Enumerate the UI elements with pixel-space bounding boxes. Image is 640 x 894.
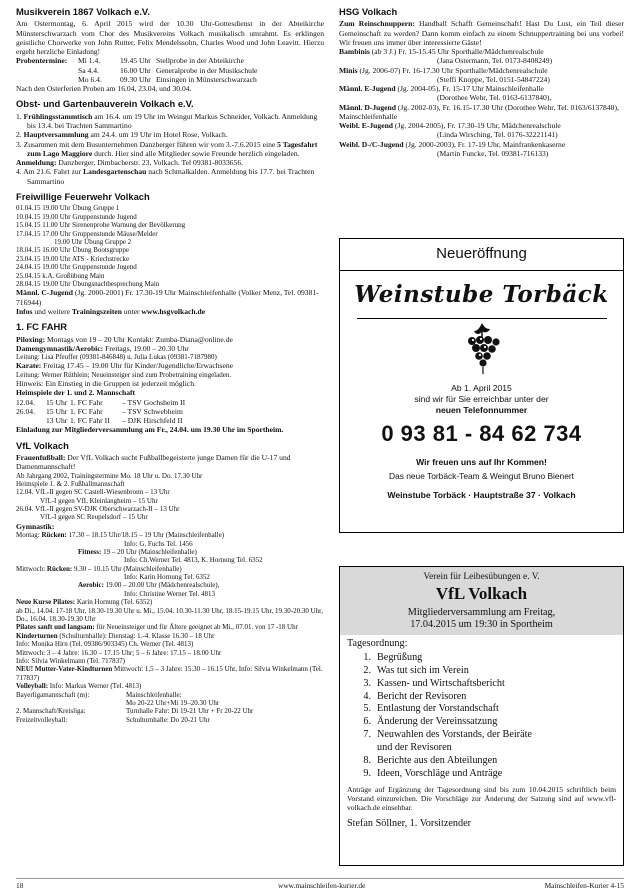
fc-heim-label: Heimspiele der 1. und 2. Mannschaft [16,388,136,398]
probe-label: Probentermine: [16,56,68,66]
fc-leitung: Leitung: Lisa Pfeuffer (09381-846848) u. Julia Lukas (09381-7187980) [16,353,217,362]
vfl-pilates-sanft: Pilates sanft und langsam: für Neueinsteiger und für Ältere geeignet ab Mi., 07.01. von 17 -18 Uhr [16,623,298,632]
vfl-jahrgang: Ab Jahrgang 2002, Trainingstermine Mo. 18 Uhr u. Do. 17.30 Uhr [16,471,203,480]
ad-title: Weinstube Torbäck [354,281,609,308]
obst-anmeldung: Anmeldung: Danzberger, Dimbacherstr. 23, Volkach. Tel 09381-8033656. [16,158,244,168]
ffw-list [16,204,324,288]
vfl-aerobic-info: Info: Christine Werner Tel. 4813 [124,589,216,598]
agenda-item: 8. Berichte aus den Abteilungen [363,754,498,766]
footer-issue: Mainschleifen-Kurier 4-15 [544,881,624,890]
ffw-line: 23.04.15 19.00 Uhr ATS - Kriechstrecke [16,254,130,263]
left-column [16,6,324,872]
hsg-intro: Zum Reinschnuppern: Handball Schafft Gemeinschaft! Hast Du Lust, ein Teil dieser Gemeinschaft zu werden? Dann komm einfach zu einem Schnuppertraining bei uns vorbei! Wir freuen uns immer über interessierte Gäste! [339,19,624,47]
agenda-item: 2. Was tut sich im Verein [363,664,469,676]
vfl-freizeit: Freizeitvolleyball: Schulturnhalle: Do 20-21 Uhr [16,715,210,724]
agenda-title: Tagesordnung: [347,637,408,649]
ffw-line: 17.04.15 17.00 Uhr Gruppenstunde Mäuse/Melder [16,229,158,238]
fc-heading: 1. FC FAHR [16,321,68,333]
footer-url[interactable]: www.mainschleifen-kurier.de [278,881,366,890]
vfl-bayernliga: Bayerligamannschaft (m): Mainschleifenhalle: [16,690,182,699]
fc-schedule [16,398,324,426]
ffw-mc-jugend: Männl. C-Jugend (Jg. 2000-2001) Fr. 17.30-19 Uhr Mainschleifenhalle (Volker Menz, Tel. 09381-716944) [16,288,319,307]
fc-karate-2: Leitung: Werner Rüthlein; Neueinsteiger sind zum Probetraining eingeladen. [16,370,232,379]
agenda-item: 3. Kassen- und Wirtschaftsbericht [363,677,505,689]
obst-heading: Obst- und Gartenbauverein Volkach e.V. [16,98,194,110]
ad-phone-label: neuen Telefonnummer [435,405,528,416]
hsg-team: Männl. E-Jugend (Jg. 2004-05), Fr. 15-17 Uhr Mainschleifenhalle (Dorothee Wehr, Tel. 0163-6137840), [339,84,552,103]
vfl-frauen: Frauenfußball: Der VfL Volkach sucht Fußballbegeisterte junge Damen für die U-17 und Damenmannschaft! [16,453,291,472]
vfl-ruecken2-info: Info: Karin Hornung Tel. 6352 [124,573,210,582]
musikverein-after: Nach den Osterferien Proben am 16.04, 23.04, und 30.04. [16,84,192,94]
vfl-kreisliga: 2. Mannschaft/Kreisliga: Turnhalle Fahr: Di 19-21 Uhr + Fr 20-22 Uhr [16,707,254,716]
agenda-item: 7. Neuwahlen des Vorstands, der Beiräte [363,729,532,741]
page-number: 18 [16,881,24,890]
fc-game: 26.04. 15 Uhr 1. FC Fahr – TSV Schwebheim [16,406,183,416]
vfl-montag-ruecken: Montag: Rücken: 17.30 – 18.15 Uhr/18.15 – 19 Uhr (Mainschleifenhalle) [16,531,225,540]
agenda-item: 5. Entlastung der Vorstandschaft [363,703,499,715]
vfl-kinder-mi: Mittwoch: 3 – 4 Jahre: 16.30 – 17.15 Uhr; 5 – 6 Jahre: 17.15 – 18.00 Uhr [16,648,222,657]
ad-date: Ab 1. April 2015 [451,383,512,394]
musikverein-heading: Musikverein 1867 Volkach e.V. [16,6,150,17]
probe-text: Stellprobe in der Abteikirche [156,56,244,66]
vfl-bayernliga-2: Mo 20-22 Uhr+Mi 19–20.30 Uhr [126,698,220,707]
agenda-item: 6. Änderung der Vereinssatzung [363,716,498,728]
vfl-ruecken-info: Info: G. Fuchs Tel. 1456 [124,539,193,548]
vfl-kinderturnen: Kinderturnen (Schulturnhalle): Dienstag: 1.-4. Klasse 16.30 – 18 Uhr [16,631,215,640]
vfl-spiel: VfL-I gegen SC Reupelsdorf – 15 Uhr [40,513,148,522]
ad-header: Neueröffnung [340,239,623,271]
ffw-line: 19.00 Uhr Übung Gruppe 2 [54,237,132,246]
page-footer [16,878,624,890]
fc-damen: Damengymnastik/Aerobic: Freitags, 19.00 – 20.30 Uhr [16,343,189,353]
probe-text: Einsingen in Münsterschwarzach [156,74,257,84]
fc-hinweis: Hinweis: Ein Einstieg in die Gruppen ist jederzeit möglich. [16,379,196,389]
probe-row [16,56,324,65]
vfl-meeting-line-2: 17.04.2015 um 19:30 in Sportheim [410,619,553,631]
ffw-line: 18.04.15 16.00 Uhr Übung Bootsgruppe [16,246,129,255]
vfl-kinder-info: Info: Monika Hirn (Tel. 09386/903345) Ch. Werner (Tel. 4813) [16,640,194,649]
hsg-team: Weibl. E-Jugend (Jg. 2004-2005), Fr. 17.30-19 Uhr, Mädchenrealschule (Linda Wirsching, Tel. 0176-32221141) [339,121,561,140]
probe-day: Sa 4.4. [78,65,99,75]
vfl-meeting-notice [339,566,624,866]
ffw-heading: Freiwillige Feuerwehr Volkach [16,190,150,202]
vfl-notice-header [340,567,623,635]
vfl-volleyball: Volleyball: Info: Markus Werner (Tel. 4813) [16,682,142,691]
probe-time: 09.30 Uhr [120,74,151,84]
vfl-fitness-info: Info: Ch.Werner Tel. 4813, K. Hornung Tel. 6352 [124,556,263,565]
obst-item-1: 1. Frühlingsstammtisch am 16.4. um 19 Uhr im Weingut Markus Schneider, Volkach. Anmeldung bis 13.4. bei Trachten Sammartino [16,111,318,131]
agenda-list [347,652,616,780]
fc-karate: Karate: Freitag 17.45 – 19.00 Uhr für Kinder/Jugendliche/Erwachsene [16,361,234,371]
vfl-gym-label: Gymnastik: [16,521,55,531]
fc-game: 13 Uhr 1. FC Fahr II – DJK Hirschfeld II [46,416,183,426]
vfl-spiel: VfL-I gegen VfL Kleinlangheim – 15 Uhr [40,496,158,505]
vfl-notice-body [340,635,623,831]
vfl-note: Anträge auf Ergänzung der Tagesordnung sind bis zum 10.04.2015 schriftlich beim Vorstand einzureichen. Die Vorschläge zur Änderung der Satzung sind auf www.vfl-volkach.de einsehbar. [347,784,616,812]
hsg-team: Bambinis (ab 3 J.) Fr. 15-15.45 Uhr Sporthalle/Mädchenrealschule (Jana Ostermann, Tel. 0173-8408249) [339,47,553,66]
ad-welcome: Wir freuen uns auf Ihr Kommen! [416,457,547,468]
hsg-team: Männl. D-Jugend (Jg. 2002-03), Fr. 16.15-17.30 Uhr (Dorothee Wehr, Tel. 0163/6137840), Mainschleifenhalle [339,102,619,121]
vfl-club-name: Verein für Leibesübungen e. V. [423,572,540,582]
hsg-website-link[interactable]: www.hsgvolkach.de [141,306,206,316]
ffw-line: 15.04.15 11.00 Uhr Sirenenprobe Warnung der Bevölkerung [16,221,186,230]
ffw-line: 01.04.15 19.00 Uhr Übung Gruppe 1 [16,204,120,213]
obst-item-2: 2. Hauptversammlung am 24.4. um 19 Uhr im Hotel Rose, Volkach. [16,130,228,140]
grape-icon [460,321,504,377]
ffw-line: 24.04.15 19.00 Uhr Gruppenstunde Jugend [16,263,137,272]
hsg-heading: HSG Volkach [339,6,398,17]
ffw-line: 25.04.15 k.A. Großübung Main [16,271,105,280]
weinstube-ad [339,238,624,533]
vfl-heading: VfL Volkach [16,439,69,451]
vfl-spiel: 26.04. VfL-II gegen SV-DJK Oberschwarzach-II – 13 Uhr [16,505,180,514]
probe-row [16,75,324,84]
probe-day: Mo 6.4. [78,74,102,84]
ad-phone-number: 0 93 81 - 84 62 734 [381,420,582,446]
fc-game: 12.04. 15 Uhr 1. FC Fahr – TSV Gochsheim II [16,397,186,407]
hsg-team: Weibl. D-/C-Jugend (Jg. 2000-2003), Fr. 17-19 Uhr, Mainfrankenkaserne (Martin Funcke, Tel. 09381-716133) [339,139,566,158]
probe-row [16,66,324,75]
ffw-line: 28.04.15 19.00 Uhr Übungsnachbesprechung Main [16,279,160,288]
ad-divider [357,318,607,319]
probe-day: Mi 1.4. [78,56,101,66]
hsg-team: Minis (Jg. 2006-07) Fr. 16-17.30 Uhr Sporthalle/Mädchenrealschule (Steffi Knoppe, Tel. 0151-54847224) [339,65,550,84]
musikverein-intro: Am Ostermontag, 6. April 2015 wird der 10.30 Uhr-Gottesdienst in der Abteikirche Münsterschwarzach vom Chor des Musikvereins Volkach musikalisch umrahmt. Es erklingen geistliche Chorwerke von John Rutter, Felix Mendelssohn, Charles Wood und John Leavitt. Hierzu ergeht herzliche Einladung! [16,19,324,57]
vfl-mutter-vater: NEU! Mutter-Vater-Kindturnen Mittwoch: 1,5 – 3 Jahre: 15.30 – 16.15 Uhr, Info: Silvia Winkelmann (Tel. 717837) [16,665,323,682]
ad-reach: sind wir für Sie erreichbar unter der [414,394,549,405]
ffw-infos: Infos und weitere Trainingszeiten unter www.hsgvolkach.de [16,306,206,316]
vfl-kinder-info2: Info: Silvia Winkelmann (Tel. 717837) [16,656,125,665]
agenda-item: 1. Begrüßung [363,652,423,664]
agenda-item: 9. Ideen, Vorschläge und Anträge [363,767,503,779]
vfl-pilates: Neue Kurse Pilates: Karin Hornung (Tel. 6352) [16,598,153,607]
obst-item-4: 4. Am 21.6. Fahrt zur Landesgartenschau nach Schmalkalden. Anmeldung bis 17.7. bei Trachten Sammartino [16,167,315,186]
vfl-spiel: 12.04. VfL-II gegen SC Castell-Wiesenbronn – 13 Uhr [16,488,170,497]
fc-piloxing: Piloxing: Montags von 19 – 20 Uhr Kontakt: Zumba-Diana@online.de [16,334,233,344]
agenda-item: 4. Bericht der Revisoren [363,690,467,702]
obst-item-3: 3. Zusammen mit dem Busunternehmen Danzberger führen wir vom 3.-7.6.2015 eine 5 Tagesfahrt zum Lago Maggiore durch. Hier sind alle Mitglieder sowie Freunde herzlich eingeladen. [16,139,318,158]
vfl-fitness: Fitness: 19 – 20 Uhr (Mainschleifenhalle) [78,547,197,556]
ad-address: Weinstube Torbäck · Hauptstraße 37 · Volkach [387,490,576,501]
vfl-meeting-line-1: Mitgliederversammlung am Freitag, [407,607,556,619]
probe-time: 16.00 Uhr [120,65,151,75]
vfl-pilates-dates: ab Di., 14.04. 17-18 Uhr, 18.30-19.30 Uhr u. Mi., 15.04. 10.30-11.30 Uhr, 18.15-19.15 Uhr, 19.30-20.30 Uhr, Do., 16.04. 18.30-19.30 Uhr [16,606,323,624]
vfl-name: VfL Volkach [435,584,528,604]
vfl-mittwoch-ruecken: Mittwoch: Rücken: 9.30 – 10.15 Uhr (Mainschleifenhalle) [16,564,182,573]
vfl-heimspiele: Heimspiele 1. & 2. Fußballmannschaft [16,479,125,488]
agenda-item: und der Revisoren [377,742,452,754]
vfl-aerobic: Aerobic: 19.00 – 20.00 Uhr (Mädchenrealschule), [78,581,220,590]
fc-einladung: Einladung zur Mitgliederversammlung am Fr., 24.04. um 19.30 Uhr im Sportheim. [16,425,284,435]
ad-team: Das neue Torbäck-Team & Weingut Bruno Bienert [389,470,574,481]
probe-text: Generalprobe in der Musikschule [156,65,258,75]
probe-time: 19.45 Uhr [120,56,151,66]
ffw-line: 10.04.15 19.00 Uhr Gruppenstunde Jugend [16,212,137,221]
vfl-signature: Stefan Söllner, 1. Vorsitzender [347,817,471,829]
